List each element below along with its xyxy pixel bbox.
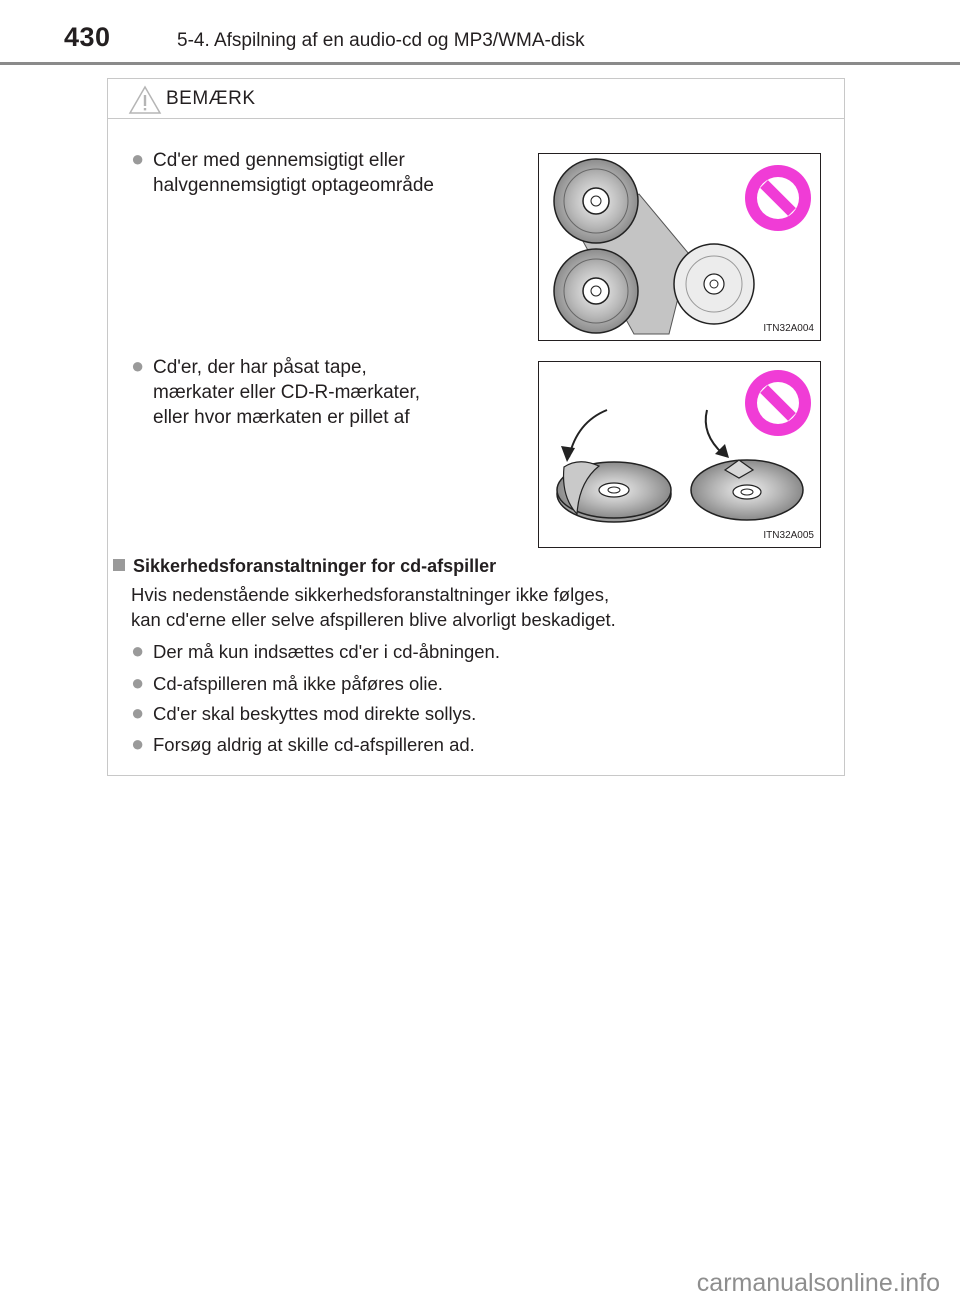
prohibition-icon — [745, 370, 811, 436]
list-item — [131, 638, 500, 664]
list-item-text: Cd-afspilleren må ikke påføres olie. — [153, 673, 443, 694]
notice-item-line: Cd'er, der har påsat tape, — [153, 357, 367, 378]
figure-transparent-cds — [538, 153, 821, 341]
list-item-text: Cd'er skal beskyttes mod direkte sollys. — [153, 703, 477, 724]
list-item — [131, 700, 476, 726]
section-title: 5-4. Afspilning af en audio-cd og MP3/WMA-disk — [177, 30, 585, 51]
notice-item-line: eller hvor mærkaten er pillet af — [153, 407, 410, 428]
bullet-dot-icon: ● — [131, 731, 145, 756]
figure-labeled-cds — [538, 361, 821, 548]
transparent-cds-illustration — [539, 154, 821, 341]
cd-top — [554, 159, 638, 243]
page-header — [0, 0, 960, 70]
list-item — [131, 731, 475, 757]
cd-with-label — [691, 460, 803, 520]
notice-item-line: mærkater eller CD-R-mærkater, — [153, 382, 421, 403]
bullet-dot-icon: ● — [131, 146, 145, 171]
section-heading-text: Sikkerhedsforanstaltninger for cd-afspiller — [133, 556, 497, 576]
square-bullet-icon — [113, 559, 125, 571]
bullet-dot-icon: ● — [131, 353, 145, 378]
section-heading — [113, 556, 496, 577]
list-item-text: Der må kun indsættes cd'er i cd-åbningen. — [153, 641, 500, 662]
list-item — [131, 670, 443, 696]
bullet-dot-icon: ● — [131, 700, 145, 725]
cd-bottom — [554, 249, 638, 333]
notice-item-transparent — [131, 146, 434, 198]
notice-item-labels — [131, 353, 420, 430]
header-rule — [0, 62, 960, 65]
notice-item-line: Cd'er med gennemsigtigt eller — [153, 150, 405, 171]
watermark: carmanualsonline.info — [696, 1269, 940, 1297]
bullet-dot-icon: ● — [131, 638, 145, 663]
cd-right — [674, 244, 754, 324]
figure-code: ITN32A005 — [763, 530, 814, 541]
labeled-cds-illustration — [539, 362, 821, 548]
section-intro-line: kan cd'erne eller selve afspilleren blive alvorligt beskadiget. — [131, 609, 616, 630]
notice-item-line: halvgennemsigtigt optageområde — [153, 175, 434, 196]
prohibition-icon — [745, 165, 811, 231]
notice-title: BEMÆRK — [166, 88, 256, 109]
list-item-text: Forsøg aldrig at skille cd-afspilleren ad. — [153, 734, 475, 755]
page-number: 430 — [64, 22, 111, 52]
section-intro — [131, 582, 771, 632]
warning-triangle-icon — [128, 85, 162, 115]
bullet-dot-icon: ● — [131, 670, 145, 695]
notice-header — [108, 79, 844, 119]
cd-with-tape — [557, 462, 671, 522]
figure-code: ITN32A004 — [763, 323, 814, 334]
section-intro-line: Hvis nedenstående sikkerhedsforanstaltninger ikke følges, — [131, 584, 610, 605]
